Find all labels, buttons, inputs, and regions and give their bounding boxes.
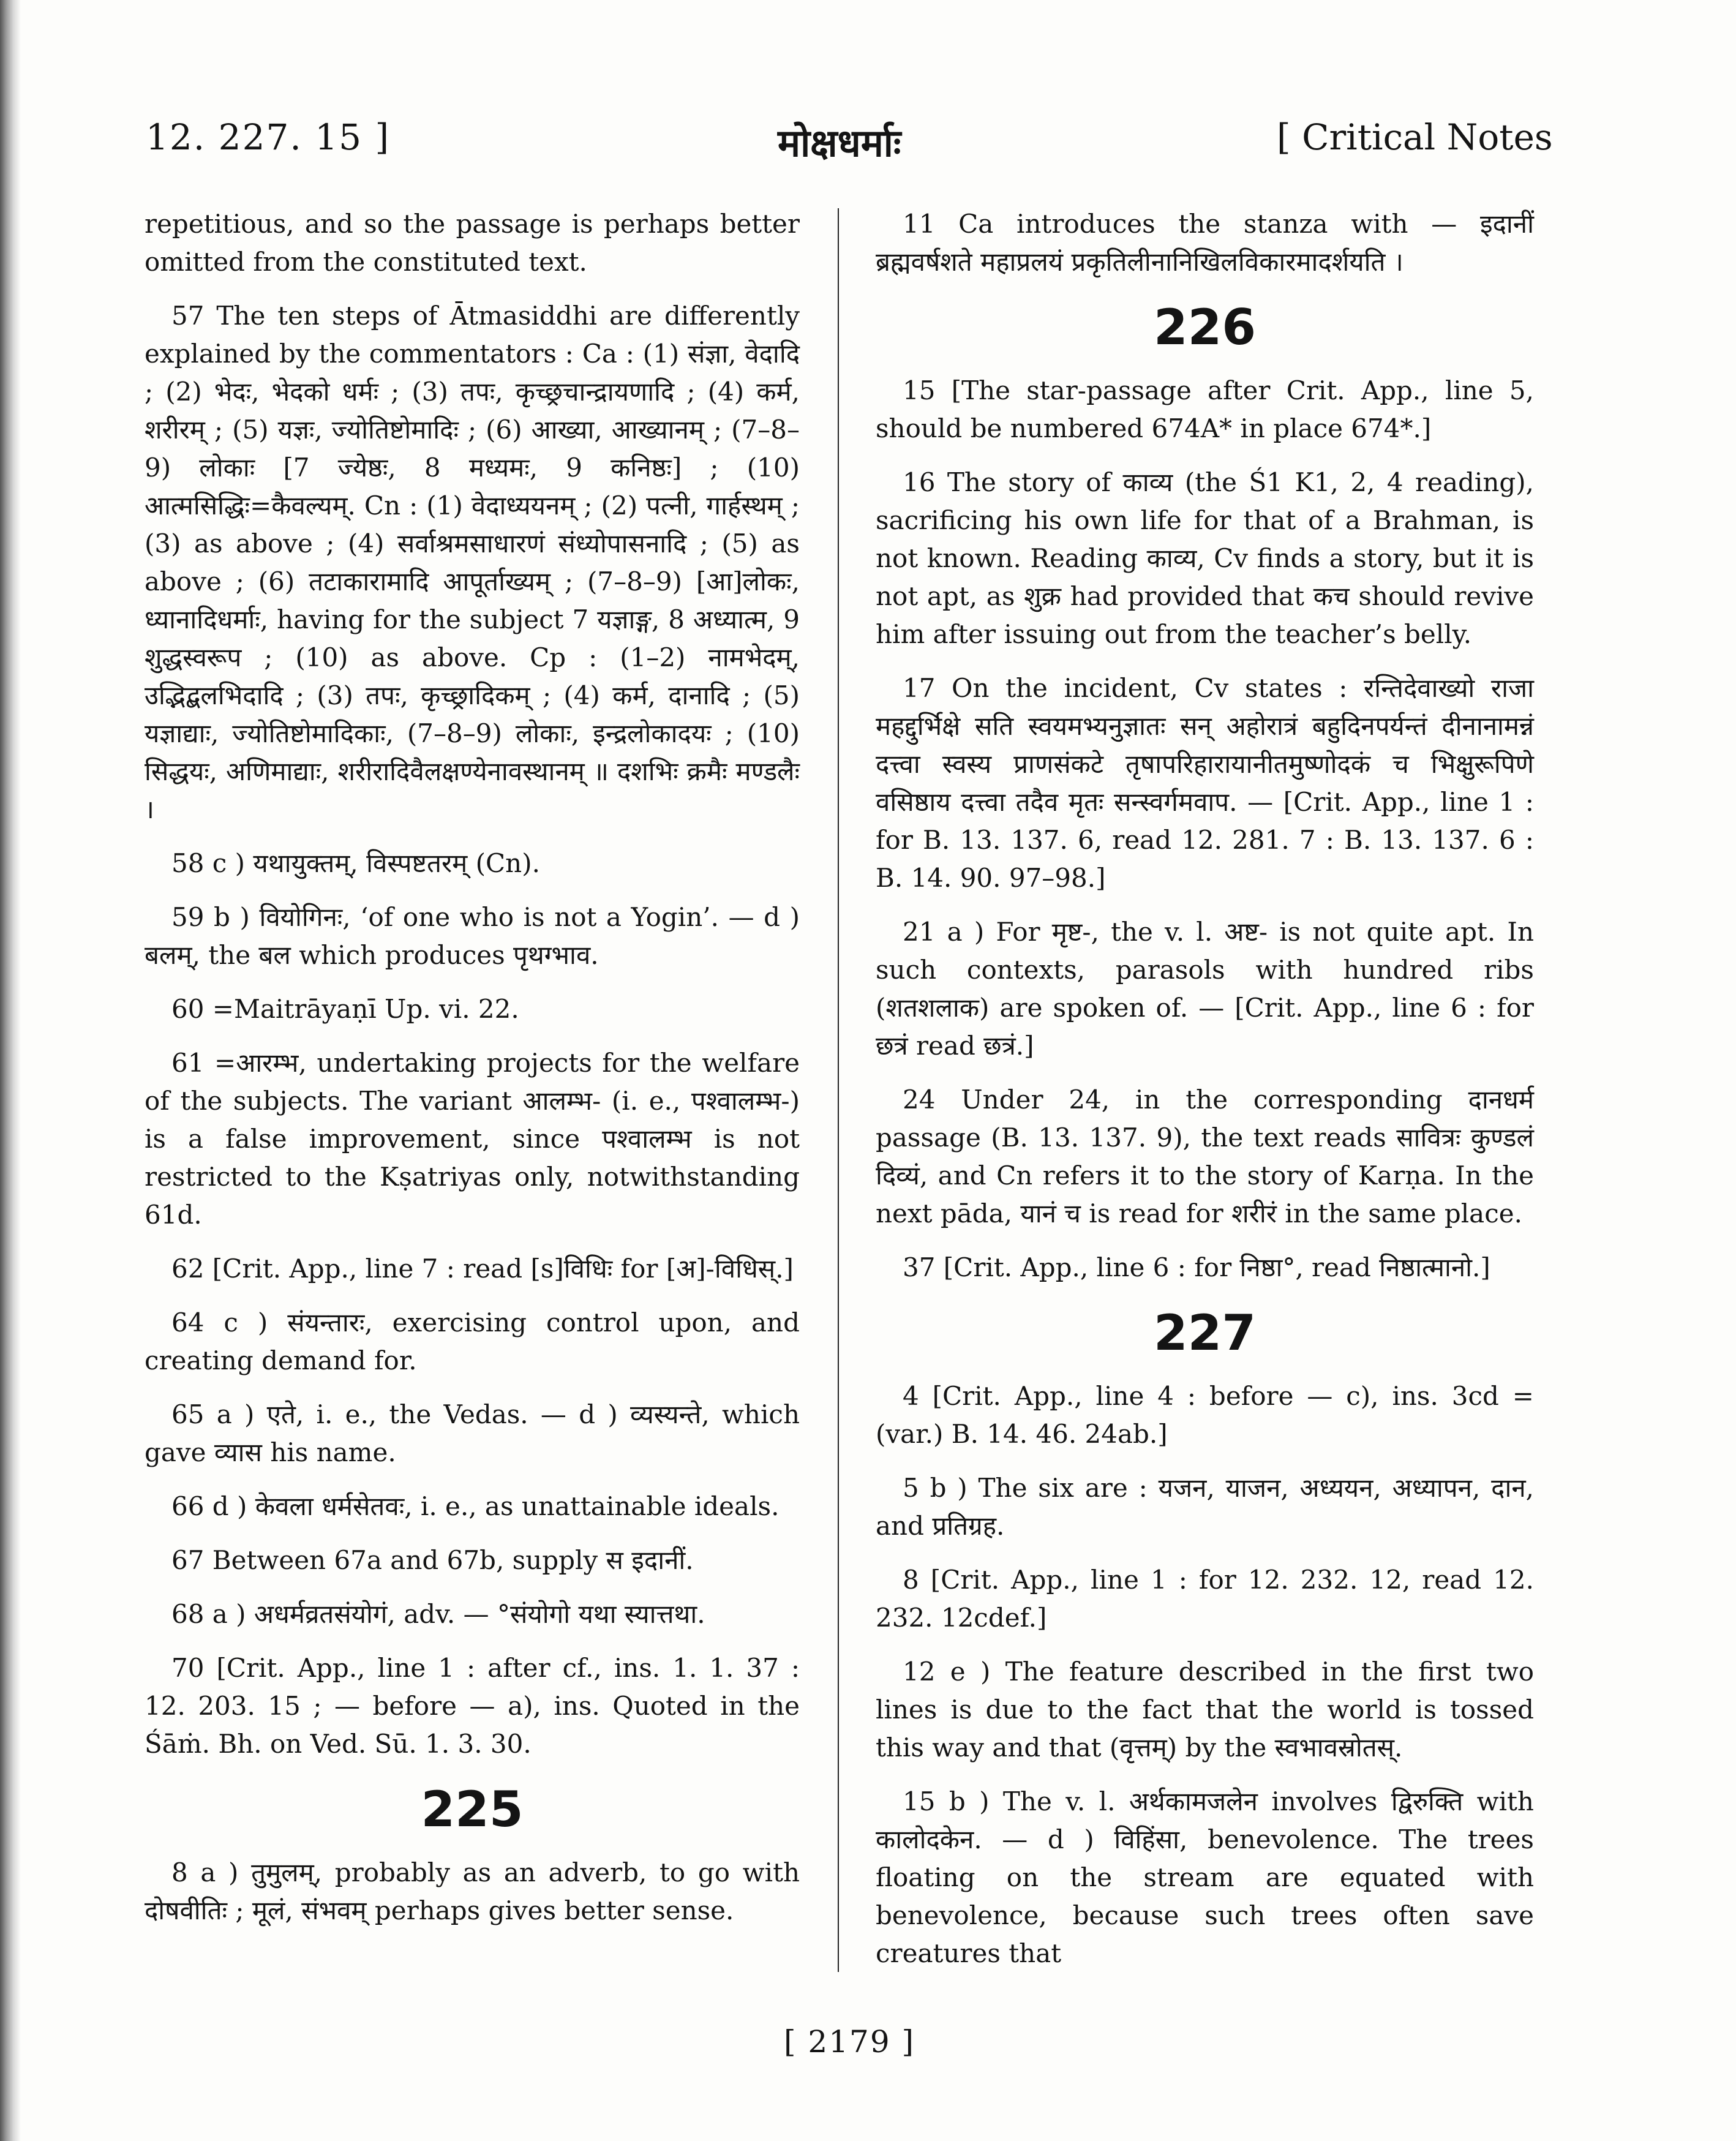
right-note: 21 a ) For मृष्ट-, the v. l. अष्ट- is not quite apt. In such contexts, parasols with hundred ribs (शतशलाक) are spoken of. — [Crit. App., line 6 : for छत्रं read छत्रं.] (876, 917, 1534, 1061)
header-reference: 12. 227. 15 ] (146, 116, 391, 158)
scan-binding-shadow (0, 0, 21, 2141)
left-note: 61 =आरम्भ, undertaking projects for the welfare of the subjects. The variant आलम्भ- (i. e., पश्वालम्भ-) is a false improvement, since पश्वालम्भ is not restricted to the Kṣatriyas only, notwithstanding 61d. (145, 1048, 800, 1230)
left-note: 57 The ten steps of Ātmasiddhi are differently explained by the commentators : Ca : (1) संज्ञा, वेदादि ; (2) भेदः, भेदको धर्मः ; (3) तपः, कृच्छ्रचान्द्रायणादि ; (4) कर्म, शरीरम् ; (5) यज्ञः, ज्योतिष्टोमादिः ; (6) आख्या, आख्यानम् ; (7–8–9) लोकाः [7 ज्येष्ठः, 8 मध्यमः, 9 कनिष्ठः] ; (10) आत्मसिद्धिः=कैवल्यम्. Cn : (1) वेदाध्ययनम् ; (2) पत्नी, गार्हस्थम् ; (3) as above ; (4) सर्वाश्रमसाधारणं संध्योपासनादि ; (5) as above ; (6) तटाकारामादि आपूर्ताख्यम् ; (7–8–9) [आ]लोकः, ध्यानादिधर्माः, having for the subject 7 यज्ञाङ्ग, 8 अध्यात्म, 9 शुद्धस्वरूप ; (10) as above. Cp : (1–2) नामभेदम्, उद्भिद्बलभिदादि ; (3) तपः, कृच्छ्रादिकम् ; (4) कर्म, दानादि ; (5) यज्ञाद्याः, ज्योतिष्टोमादिकाः, (7–8–9) लोकाः, इन्द्रलोकादयः ; (10) सिद्धयः, अणिमाद्याः, शरीरादिवैलक्षण्येनावस्थानम् ॥ दशभिः क्रमैः मण्डलैः । (145, 301, 800, 824)
header-section-label: [ Critical Notes (1277, 116, 1553, 158)
column-divider (838, 208, 839, 1972)
left-note: repetitious, and so the passage is perhaps better omitted from the constituted text. (145, 209, 800, 277)
right-note: 37 [Crit. App., line 6 : for निष्ठा°, read निष्ठात्मानो.] (903, 1252, 1490, 1282)
right-note: 12 e ) The feature described in the first two lines is due to the fact that the world is tossed this way and that (वृत्तम्) by the स्वभावस्रोतस्. (876, 1657, 1534, 1763)
right-note: 4 [Crit. App., line 4 : before — c), ins. 3cd = (var.) B. 14. 46. 24ab.] (876, 1381, 1534, 1449)
section-heading: 226 (1154, 299, 1256, 356)
page-number: [ 2179 ] (784, 2024, 915, 2060)
left-note: 60 =Maitrāyaṇī Up. vi. 22. (171, 994, 519, 1024)
right-note: 5 b ) The six are : यजन, याजन, अध्ययन, अध्यापन, दान, and प्रतिग्रह. (876, 1473, 1534, 1541)
left-note: 67 Between 67a and 67b, supply स इदानीं. (171, 1545, 694, 1575)
right-note: 15 [The star-passage after Crit. App., line 5, should be numbered 674A* in place 674*.] (876, 375, 1534, 443)
right-column (876, 205, 1534, 1989)
header-title: मोक्षधर्माः (778, 121, 901, 165)
left-note: 66 d ) केवला धर्मसेतवः, i. e., as unattainable ideals. (171, 1491, 780, 1521)
left-note: 64 c ) संयन्तारः, exercising control upon, and creating demand for. (145, 1308, 800, 1375)
right-note: 11 Ca introduces the stanza with — इदानीं ब्रह्मवर्षशते महाप्रलयं प्रकृतिलीनानिखिलविकारमादर्शयति । (876, 209, 1534, 277)
right-note: 15 b ) The v. l. अर्थकामजलेन involves द्विरुक्ति with कालोदकेन. — d ) विहिंसा, benevolence. The trees floating on the stream are equated with benevolence, because such trees often save creatures that (876, 1786, 1534, 1968)
right-note: 8 [Crit. App., line 1 : for 12. 232. 12, read 12. 232. 12cdef.] (876, 1565, 1534, 1633)
left-note: 58 c ) यथायुक्तम्, विस्पष्टतरम् (Cn). (171, 848, 540, 878)
right-note: 24 Under 24, in the corresponding दानधर्म passage (B. 13. 137. 9), the text reads सावित्रः कुण्डलं दिव्यं, and Cn refers it to the story of Karṇa. In the next pāda, यानं च is read for शरीरं in the same place. (876, 1085, 1534, 1229)
left-note: 65 a ) एते, i. e., the Vedas. — d ) व्यस्यन्ते, which gave व्यास his name. (145, 1399, 800, 1467)
left-column (145, 205, 800, 1946)
right-note: 17 On the incident, Cv states : रन्तिदेवाख्यो राजा महद्दुर्भिक्षे सति स्वयमभ्यनुज्ञातः सन् अहोरात्रं बहुदिनपर्यन्तं दीनानामन्नं दत्त्वा स्वस्य प्राणसंकटे तृषापरिहारायानीतमुष्णोदकं च भिक्षुरूपिणे वसिष्ठाय दत्त्वा तदैव मृतः सन्स्वर्गमवाप. — [Crit. App., line 1 : for B. 13. 137. 6, read 12. 281. 7 : B. 13. 137. 6 : B. 14. 90. 97–98.] (876, 673, 1534, 893)
left-note: 68 a ) अधर्मव्रतसंयोगं, adv. — °संयोगो यथा स्यात्तथा. (171, 1599, 705, 1629)
left-note: 62 [Crit. App., line 7 : read [s]विधिः for [अ]-विधिस्.] (171, 1254, 794, 1284)
section-heading: 227 (1154, 1304, 1256, 1361)
left-note: 59 b ) वियोगिनः, ‘of one who is not a Yogin’. — d ) बलम्, the बल which produces पृथग्भाव. (145, 902, 800, 970)
left-note: 8 a ) तुमुलम्, probably as an adverb, to go with दोषवीतिः ; मूलं, संभवम् perhaps gives better sense. (145, 1857, 800, 1925)
section-heading: 225 (421, 1781, 524, 1838)
left-note: 70 [Crit. App., line 1 : after cf., ins. 1. 1. 37 : 12. 203. 15 ; — before — a), ins. Quoted in the Śāṁ. Bh. on Ved. Sū. 1. 3. 30. (145, 1653, 800, 1759)
right-note: 16 The story of काव्य (the Ś1 K1, 2, 4 reading), sacrificing his own life for that of a Brahman, is not known. Reading काव्य, Cv finds a story, but it is not apt, as शुक्र had provided that कच should revive him after issuing out from the teacher’s belly. (876, 467, 1534, 649)
